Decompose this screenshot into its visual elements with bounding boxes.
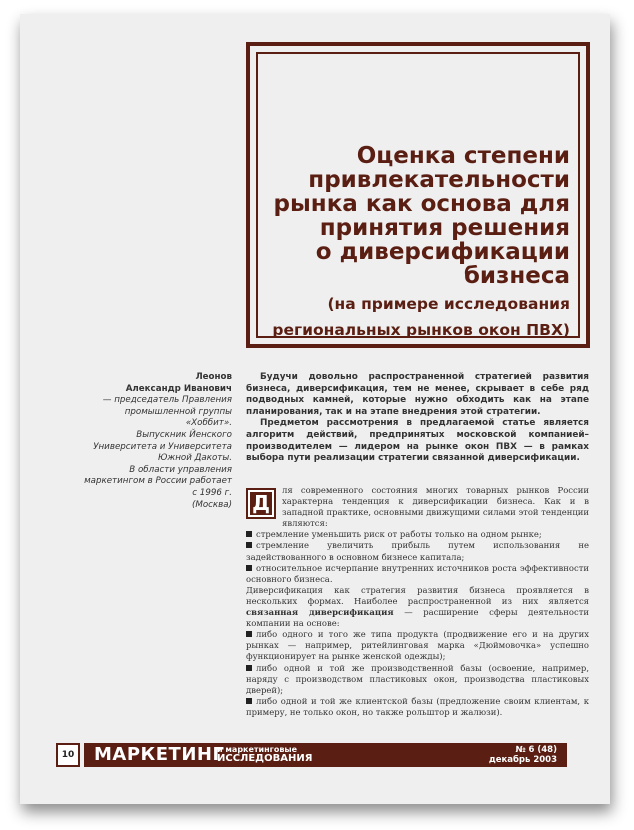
body-paragraph: Диверсификация как стратегия развития бизнеса проявляется в нескольких формах. Наиболее распространенной из них является связанная диверсификация — расширение сферы деятельности компании на основе: xyxy=(246,584,590,629)
issue-number: № 6 (48) xyxy=(515,745,557,755)
page-number: 10 xyxy=(56,743,80,767)
list-item: либо одного и того же типа продукта (продвижение его и на других рынках — например, ритейлинговая марка «Дюймовочка» успешно функционирует на рынке женской одежды); xyxy=(246,629,589,662)
bullet-icon xyxy=(246,565,252,571)
bullet-icon xyxy=(246,631,252,637)
lead-paragraph: Предметом рассмотрения в предлагаемой статье является алгоритм действий, предпринятых московской компанией–производителем — лидером на рынке окон ПВХ — в рамках выбора пути реализации стратегии связанной диверсификации. xyxy=(246,418,589,464)
article-body xyxy=(246,485,589,718)
lead-paragraph: Будучи довольно распространенной стратегией развития бизнеса, диверсификация, тем не менее, скрывает в себе ряд подводных камней, которые нужно обходить как на этапе планирования, так и на этапе внедрения этой стратегии. xyxy=(246,372,589,417)
list-item: либо одной и той же производственной базы (освоение, например, наряду с производством пластиковых окон, производства пластиковых дверей); xyxy=(246,662,589,695)
title-frame xyxy=(246,42,590,348)
article-subtitle: (на примере исследования региональных рынков окон ПВХ) xyxy=(272,295,570,339)
article-title: Оценка степени привлекательности рынка как основа для принятия решения о диверсификации бизнеса xyxy=(273,143,570,289)
author-sidebar xyxy=(80,372,232,511)
list-item: стремление увеличить прибыль путем использования не задействованного в основном бизнесе капитала; xyxy=(246,540,589,562)
magazine-page xyxy=(20,14,610,804)
article-lead xyxy=(246,372,589,465)
list-item: относительное исчерпание внутренних источников роста эффективности основного бизнеса. xyxy=(246,562,589,584)
bullet-icon xyxy=(246,698,252,704)
page-footer xyxy=(56,743,566,767)
bullet-icon xyxy=(246,665,252,671)
list-item: либо одной и той же клиентской базы (предложение своим клиентам, к примеру, не только окон, но также рольштор и жалюзи). xyxy=(246,695,589,717)
bullet-icon xyxy=(246,542,252,548)
author-name: Леонов Александр Иванович xyxy=(125,372,232,394)
drop-cap xyxy=(246,488,276,519)
author-bio: — председатель Правления промышленной группы «Хоббит». Выпускник Йенского Университета и Университета Южной Дакоты. В области управления маркетингом в России работает с 1996 г. (Москва) xyxy=(84,395,232,510)
issue-date: декабрь 2003 xyxy=(488,754,557,765)
magazine-logo-sub: и маркетинговые ИССЛЕДОВАНИЯ xyxy=(217,745,313,764)
footer-bar xyxy=(84,743,567,767)
highlight-term: связанная диверсификация xyxy=(246,607,394,618)
magazine-logo: МАРКЕТИНГ xyxy=(94,744,225,765)
list-item: стремление уменьшить риск от работы только на одном рынке; xyxy=(246,529,589,540)
issue-info xyxy=(489,746,557,765)
bullet-icon xyxy=(246,531,252,537)
intro-paragraph: ля современного состояния многих товарных рынков России характерна тенденция к диверсификации бизнеса. Как и в западной практике, основными движущими силами этой тенденции являются: xyxy=(282,485,589,529)
drop-cap-letter: Д xyxy=(250,492,272,515)
